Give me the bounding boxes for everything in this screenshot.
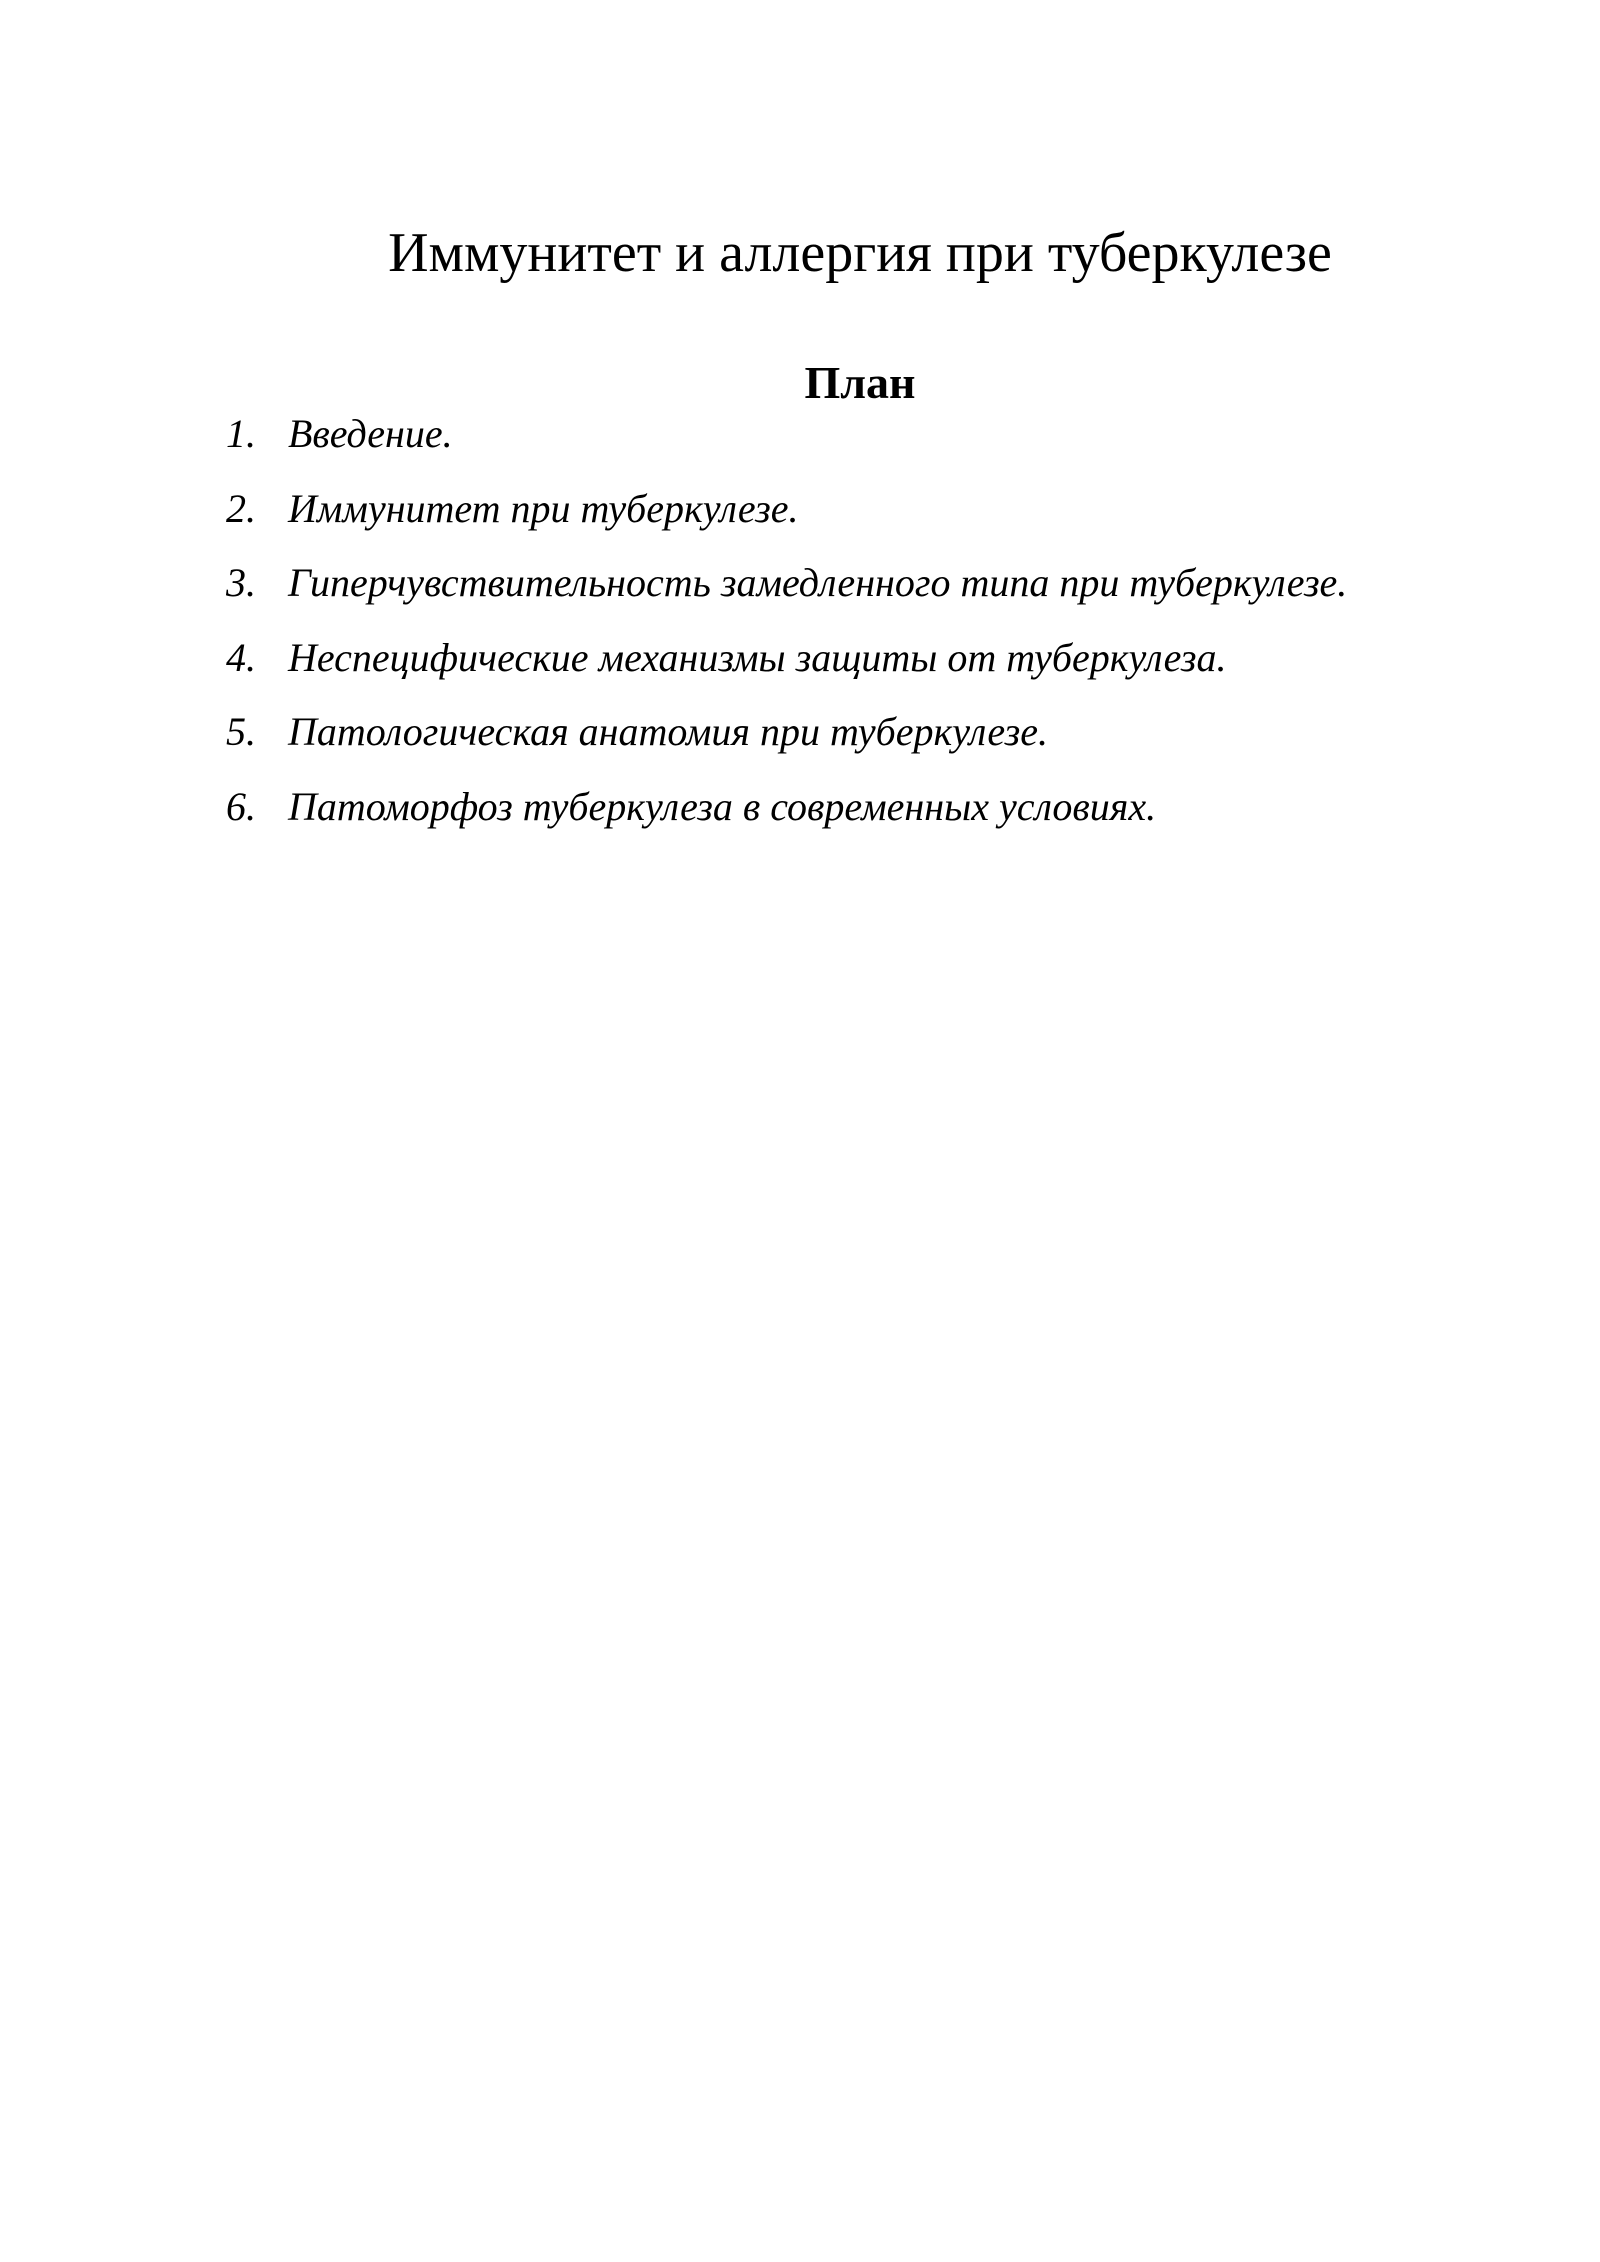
plan-item-2 [226, 485, 1526, 560]
plan-item-5 [226, 708, 1526, 783]
plan-item-text: Патологическая анатомия при туберкулезе. [288, 709, 1048, 754]
document-title: Иммунитет и аллергия при туберкулезе [388, 222, 1332, 284]
plan-item-number: 6. [226, 783, 256, 829]
plan-item-number: 3. [226, 560, 256, 605]
plan-item-text: Неспецифические механизмы защиты от туберкулеза. [288, 634, 1227, 680]
plan-item-number: 2. [226, 485, 256, 531]
plan-item-6 [226, 783, 1526, 858]
plan-item-number: 4. [226, 634, 256, 680]
plan-item-4 [226, 634, 1526, 709]
plan-item-1 [226, 410, 1526, 485]
plan-item-number: 1. [226, 411, 256, 456]
plan-heading: План [804, 357, 916, 408]
plan-item-text: Иммунитет при туберкулезе. [288, 485, 799, 531]
plan-item-text: Введение. [288, 411, 453, 456]
plan-item-3 [226, 559, 1526, 634]
plan-list [226, 410, 1526, 857]
plan-item-number: 5. [226, 709, 256, 754]
plan-item-text: Гиперчувствительность замедленного типа при туберкулезе. [288, 560, 1348, 605]
plan-item-text: Патоморфоз туберкулеза в современных условиях. [288, 783, 1157, 829]
